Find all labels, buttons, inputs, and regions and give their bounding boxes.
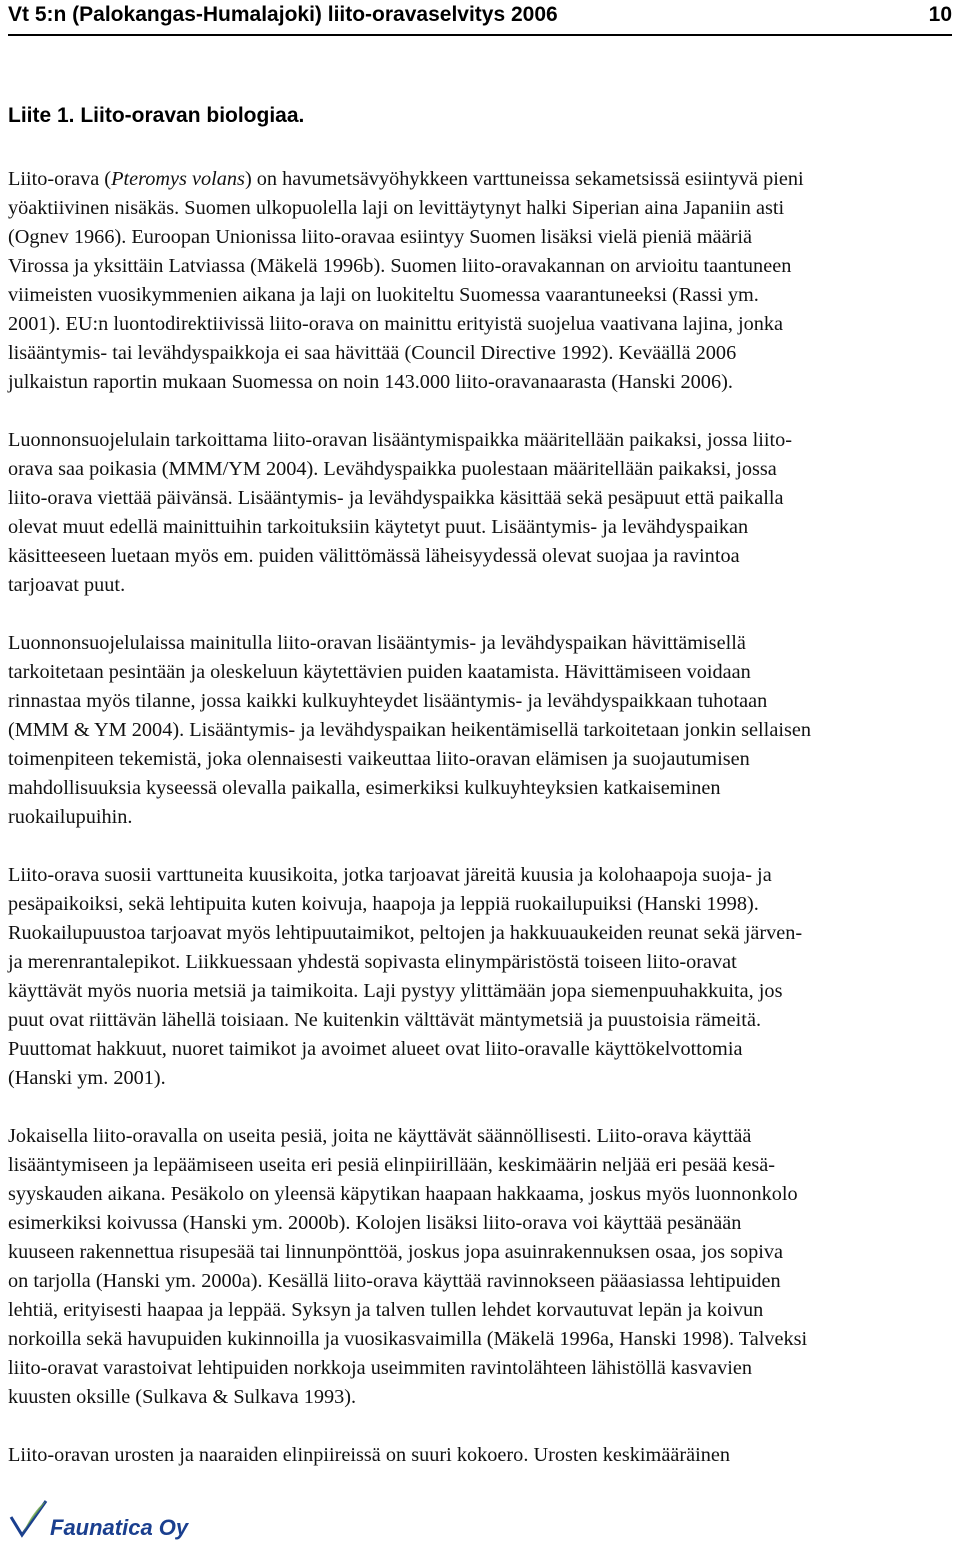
text-line: rinnastaa myös tilanne, jossa kaikki kulkuyhteydet lisääntymis- ja levähdyspaikkaan tuhotaan bbox=[8, 690, 768, 712]
paragraph bbox=[8, 165, 954, 397]
text-line: lisääntymis- tai levähdyspaikkoja ei saa hävittää (Council Directive 1992). Keväällä 2006 bbox=[8, 342, 737, 364]
text-line: 2001). EU:n luontodirektiivissä liito-orava on mainittu erityistä suojelua vaativana lajina, jonka bbox=[8, 313, 784, 335]
text-line: liito-orava viettää päivänsä. Lisääntymis- ja levähdyspaikka käsittää sekä pesäpuut että paikalla bbox=[8, 487, 784, 509]
paragraph bbox=[8, 629, 954, 832]
text-line: tarkoitetaan pesintään ja oleskeluun käytettävien puiden kaatamista. Hävittämiseen voidaan bbox=[8, 661, 751, 683]
text-line: Ruokailupuustoa tarjoavat myös lehtipuutaimikot, peltojen ja hakkuuaukeiden reunat sekä järven- bbox=[8, 922, 803, 944]
text-line: (MMM & YM 2004). Lisääntymis- ja levähdyspaikan heikentämisellä tarkoitetaan jonkin sellaisen bbox=[8, 719, 811, 741]
page-header bbox=[8, 0, 952, 36]
paragraph bbox=[8, 426, 954, 600]
text-line: ja merenrantalepikot. Liikkuessaan yhdestä sopivasta elinympäristöstä toiseen liito-oravat bbox=[8, 951, 737, 973]
text-line: puut ovat riittävän lähellä toisiaan. Ne kuitenkin välttävät mäntymetsiä ja puustoisia rämeitä. bbox=[8, 1009, 762, 1031]
text-line: toimenpiteen tekemistä, joka olennaisesti vaikeuttaa liito-oravan elämisen ja suojautumisen bbox=[8, 748, 750, 770]
text-line: Puuttomat hakkuut, nuoret taimikot ja avoimet alueet ovat liito-oravalle käyttökelvottomia bbox=[8, 1038, 743, 1060]
text-line: syyskauden aikana. Pesäkolo on yleensä käpytikan haapaan hakkaama, joskus myös luonnonkolo bbox=[8, 1183, 798, 1205]
page-number: 10 bbox=[928, 3, 952, 26]
text-line: liito-oravat varastoivat lehtipuiden norkkoja useimmiten ravintolähteen lähistöllä kasvavien bbox=[8, 1357, 752, 1379]
text-line: Jokaisella liito-oravalla on useita pesiä, joita ne käyttävät säännöllisesti. Liito-orava käyttää bbox=[8, 1125, 752, 1147]
text-line: pesäpaikoiksi, sekä lehtipuita kuten koivuja, haapoja ja leppiä ruokailupuiksi (Hanski 1998). bbox=[8, 893, 759, 915]
text-line: (Ognev 1966). Euroopan Unionissa liito-oravaa esiintyy Suomen lisäksi vielä pieniä määriä bbox=[8, 226, 753, 248]
text-line: Liito-orava (Pteromys volans) on havumetsävyöhykkeen varttuneissa sekametsissä esiintyvä pieni bbox=[8, 168, 804, 190]
text-line: julkaistun raportin mukaan Suomessa on noin 143.000 liito-oravanaarasta (Hanski 2006). bbox=[8, 371, 733, 393]
text-line: lisääntymiseen ja lepäämiseen useita eri pesiä elinpiirillään, keskimäärin neljää eri pesää kesä- bbox=[8, 1154, 775, 1176]
text-line: käyttävät myös nuoria metsiä ja taimikoita. Laji pystyy ylittämään jopa siemenpuuhakkuita, jos bbox=[8, 980, 783, 1002]
text-line: kuuseen rakennettua risupesää tai linnunpönttöä, joskus jopa asuinrakennuksen osaa, jos sopiva bbox=[8, 1241, 784, 1263]
paragraph bbox=[8, 1122, 954, 1412]
text-line: lehtiä, erityisesti haapaa ja leppää. Syksyn ja talven tullen lehdet korvautuvat lepän ja koivun bbox=[8, 1299, 764, 1321]
section-heading: Liite 1. Liito-oravan biologiaa. bbox=[8, 104, 305, 127]
paragraph bbox=[8, 1441, 954, 1470]
text-line: olevat muut edellä mainittuihin tarkoituksiin käytetyt puut. Lisääntymis- ja levähdyspaikan bbox=[8, 516, 749, 538]
text-line: norkoilla sekä havupuiden kukinnoilla ja vuosikasvaimilla (Mäkelä 1996a, Hanski 1998). Talveksi bbox=[8, 1328, 808, 1350]
text-line: Virossa ja yksittäin Latviassa (Mäkelä 1996b). Suomen liito-oravakannan on arvioitu taantuneen bbox=[8, 255, 792, 277]
text-line: yöaktiivinen nisäkäs. Suomen ulkopuolella laji on levittäytynyt halki Siperian aina Japaniin asti bbox=[8, 197, 785, 219]
logo-text: Faunatica Oy bbox=[50, 1515, 189, 1540]
text-line: tarjoavat puut. bbox=[8, 574, 126, 596]
text-line: (Hanski ym. 2001). bbox=[8, 1067, 166, 1089]
text-line: on tarjolla (Hanski ym. 2000a). Kesällä liito-orava käyttää ravinnokseen pääasiassa lehtipuiden bbox=[8, 1270, 781, 1292]
text-line: Liito-orava suosii varttuneita kuusikoita, jotka tarjoavat järeitä kuusia ja kolohaapoja suoja- ja bbox=[8, 864, 772, 886]
body-text bbox=[8, 165, 954, 1499]
paragraph bbox=[8, 861, 954, 1093]
faunatica-logo bbox=[8, 1495, 218, 1541]
text-line: esimerkiksi koivussa (Hanski ym. 2000b). Kolojen lisäksi liito-orava voi käyttää pesänään bbox=[8, 1212, 742, 1234]
text-line: mahdollisuuksia kyseessä olevalla paikalla, esimerkiksi kulkuyhteyksien katkaiseminen bbox=[8, 777, 721, 799]
text-line: Luonnonsuojelulain tarkoittama liito-oravan lisääntymispaikka määritellään paikaksi, jossa liito- bbox=[8, 429, 793, 451]
text-line: käsitteeseen luetaan myös em. puiden välittömässä läheisyydessä olevat suojaa ja ravintoa bbox=[8, 545, 740, 567]
text-line: Luonnonsuojelulaissa mainitulla liito-oravan lisääntymis- ja levähdyspaikan hävittämisellä bbox=[8, 632, 746, 654]
text-line: orava saa poikasia (MMM/YM 2004). Levähdyspaikka puolestaan määritellään paikaksi, jossa bbox=[8, 458, 777, 480]
text-line: viimeisten vuosikymmenien aikana ja laji on luokiteltu Suomessa vaarantuneeksi (Rassi ym. bbox=[8, 284, 759, 306]
text-line: Liito-oravan urosten ja naaraiden elinpiireissä on suuri kokoero. Urosten keskimääräinen bbox=[8, 1444, 731, 1466]
document-title: Vt 5:n (Palokangas-Humalajoki) liito-oravaselvitys 2006 bbox=[8, 3, 558, 26]
text-line: kuusten oksille (Sulkava & Sulkava 1993). bbox=[8, 1386, 357, 1408]
text-line: ruokailupuihin. bbox=[8, 806, 133, 828]
